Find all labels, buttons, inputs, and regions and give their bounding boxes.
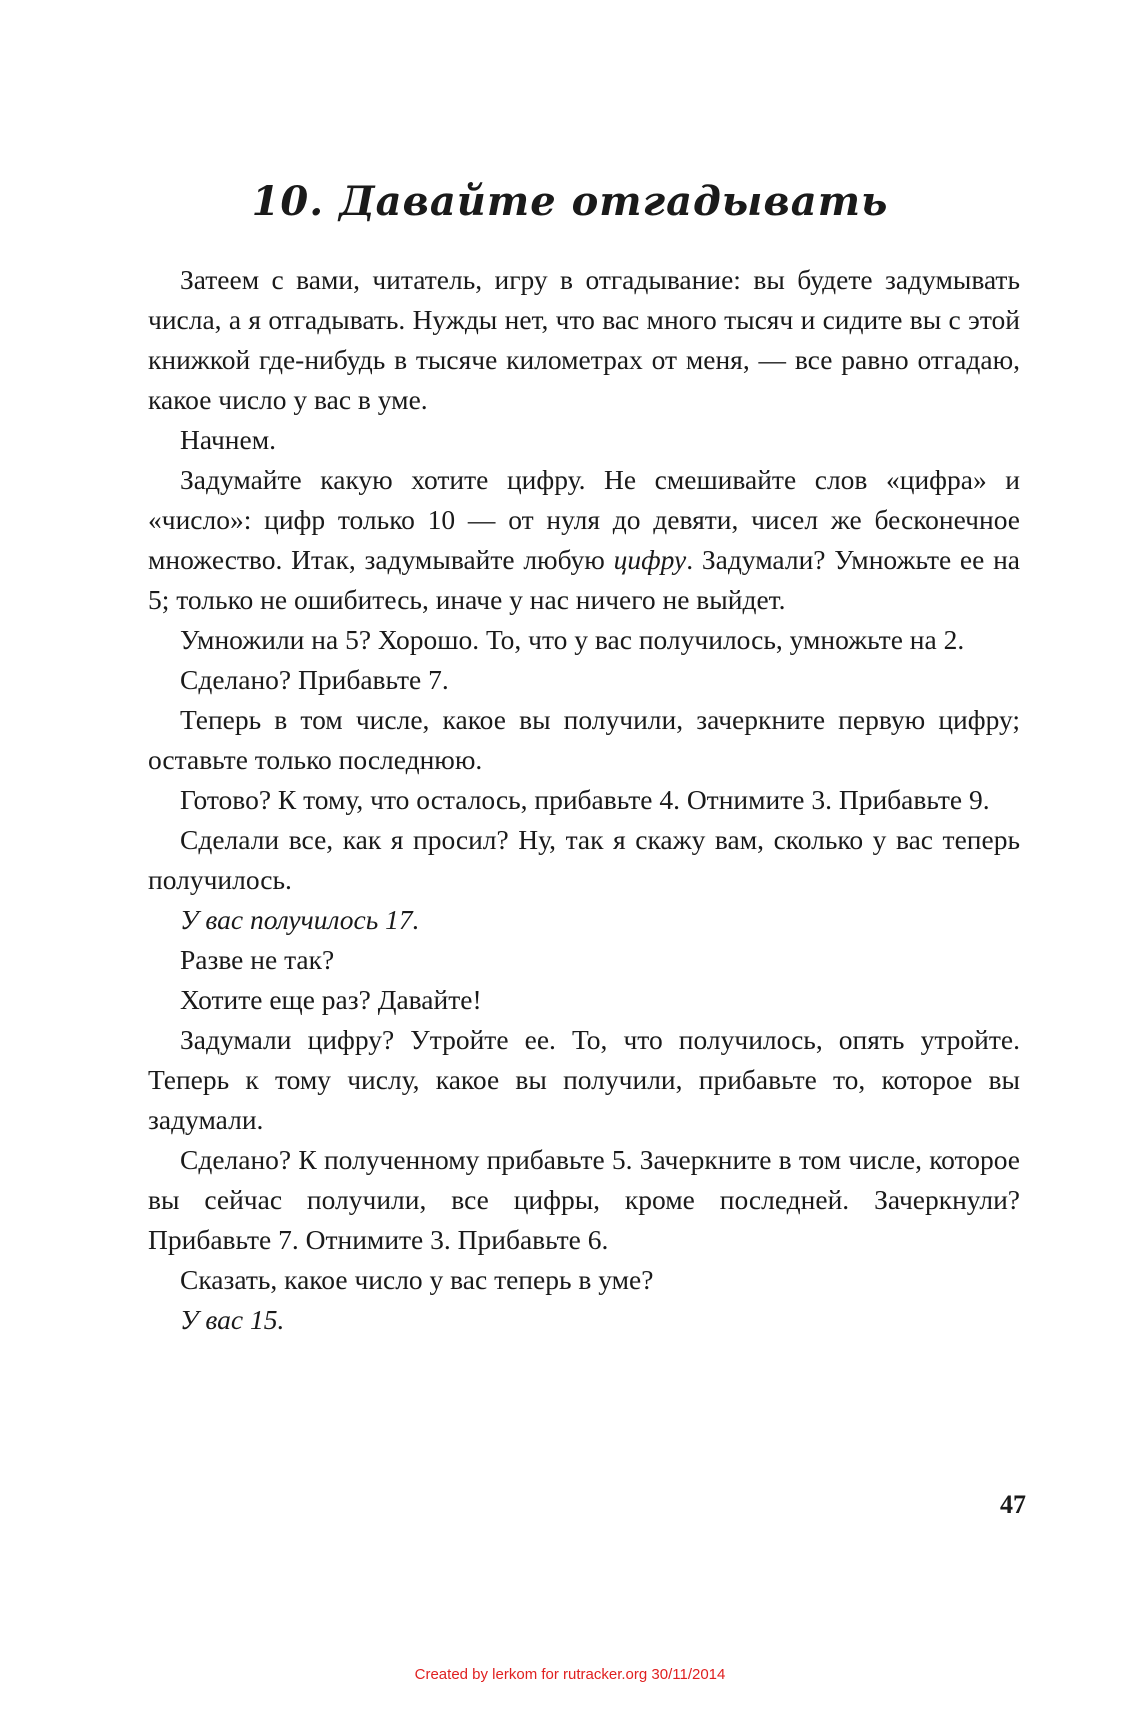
paragraph: Сделано? К полученному прибавьте 5. Зачеркните в том числе, которое вы сейчас получили, все цифры, кроме последней. Зачеркнули? Прибавьте 7. Отнимите 3. Прибавьте 6. xyxy=(148,1144,1020,1255)
paragraph: Сказать, какое число у вас теперь в уме? xyxy=(180,1264,654,1295)
paragraph: Затеем с вами, читатель, игру в отгадывание: вы будете задумывать числа, а я отгадывать. Нужды нет, что вас много тысяч и сидите вы с этой книжкой где-нибудь в тысяче километрах от меня, — все равно отгадаю, какое число у вас в уме. xyxy=(148,264,1020,415)
paragraph: Теперь в том числе, какое вы получили, зачеркните первую цифру; оставьте только последнюю. xyxy=(148,704,1020,775)
chapter-body xyxy=(148,260,1020,1340)
paragraph: Умножили на 5? Хорошо. То, что у вас получилось, умножьте на 2. xyxy=(180,624,965,655)
paragraph: Задумали цифру? Утройте ее. То, что получилось, опять утройте. Теперь к тому числу, какое вы получили, прибавьте то, которое вы задумали. xyxy=(148,1024,1020,1135)
paragraph xyxy=(148,460,1020,620)
page-number: 47 xyxy=(1000,1490,1026,1519)
paragraph: Начнем. xyxy=(180,424,276,455)
paragraph: Сделано? Прибавьте 7. xyxy=(180,664,449,695)
paragraph-text: . Задумали? Умножьте ее на 5; только не ошибитесь, иначе у нас ничего не выйдет. xyxy=(148,544,1021,615)
paragraph-text: Задумайте какую хотите цифру. Не смешивайте слов «цифра» и «число»: цифр только 10 — от нуля до девяти, чисел же бесконечное множество. Итак, задумывайте любую xyxy=(148,464,1020,575)
paragraph: Сделали все, как я просил? Ну, так я скажу вам, сколько у вас теперь получилось. xyxy=(148,824,1020,895)
answer-paragraph: У вас 15. xyxy=(180,1304,285,1335)
chapter-title: 10. Давайте отгадывать xyxy=(251,178,889,225)
emphasized-word: цифру xyxy=(613,544,687,575)
watermark: Created by lerkom for rutracker.org 30/11/2014 xyxy=(414,1666,726,1683)
paragraph: Хотите еще раз? Давайте! xyxy=(180,984,482,1015)
paragraph: Готово? К тому, что осталось, прибавьте 4. Отнимите 3. Прибавьте 9. xyxy=(180,784,990,815)
paragraph: Разве не так? xyxy=(180,944,335,975)
answer-paragraph: У вас получилось 17. xyxy=(180,904,420,935)
